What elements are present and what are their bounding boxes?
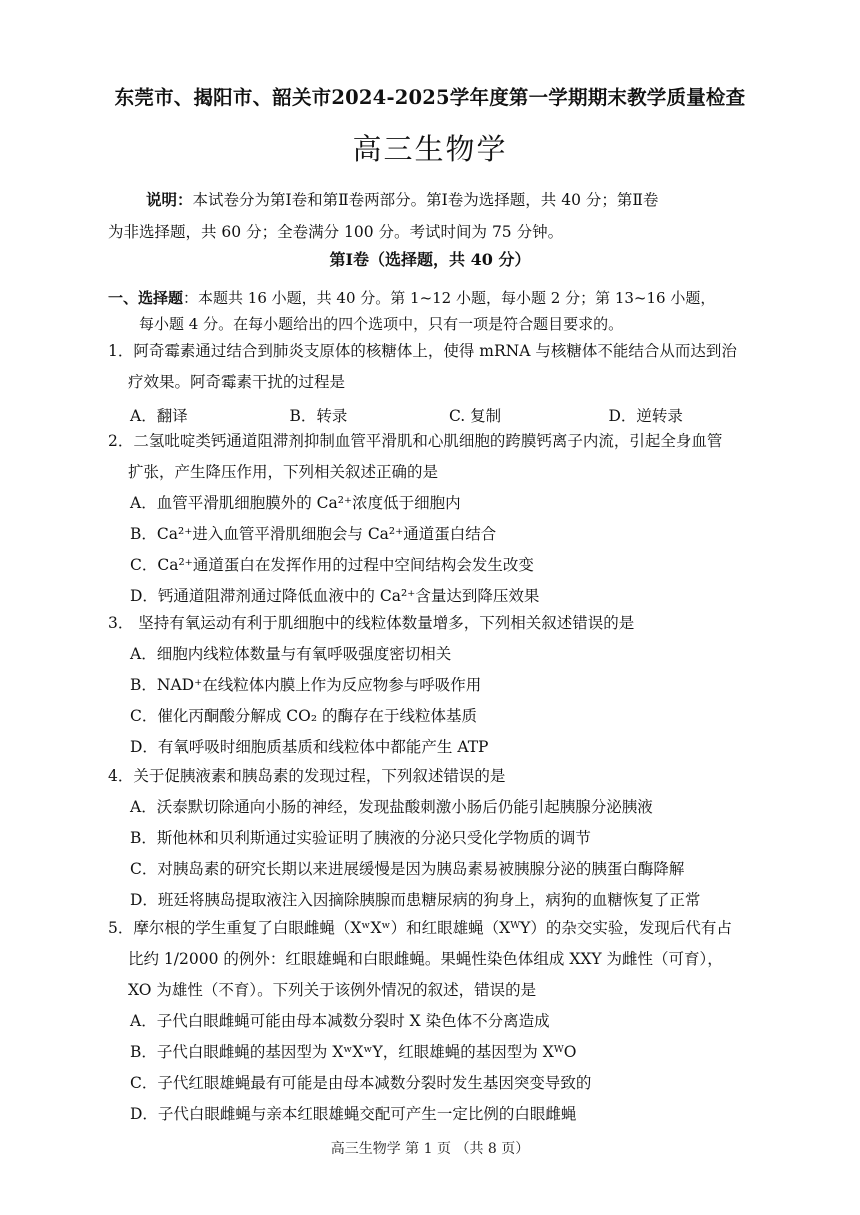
option-d: D．班廷将胰岛提取液注入因摘除胰腺而患糖尿病的狗身上，病狗的血糖恢复了正常 (130, 891, 701, 909)
option-b: B．子代白眼雌蝇的基因型为 XʷXʷY，红眼雄蝇的基因型为 XᵂO (130, 1043, 577, 1061)
option-c: C．对胰岛素的研究长期以来进展缓慢是因为胰岛素易被胰腺分泌的胰蛋白酶降解 (130, 860, 685, 878)
question-stem: 5．摩尔根的学生重复了白眼雌蝇（XʷXʷ）和红眼雄蝇（XᵂY）的杂交实验，发现后代有占 (108, 919, 732, 937)
question-stem: 1．阿奇霉素通过结合到肺炎支原体的核糖体上，使得 mRNA 与核糖体不能结合从而达到治 (108, 342, 737, 360)
option-c: C．Ca²⁺通道蛋白在发挥作用的过程中空间结构会发生改变 (130, 556, 534, 574)
section-title: 第Ⅰ卷（选择题，共 40 分） (329, 250, 531, 269)
part-heading-line-1 (108, 285, 763, 311)
question-stem-continued: 比约 1/2000 的例外：红眼雄蝇和白眼雌蝇。果蝇性染色体组成 XXY 为雌性（可育）， (128, 950, 723, 968)
option-d: D．逆转录 (608, 407, 683, 425)
option-b: B．斯他林和贝利斯通过实验证明了胰液的分泌只受化学物质的调节 (130, 829, 591, 847)
option-d: D．子代白眼雌蝇与亲本红眼雄蝇交配可产生一定比例的白眼雌蝇 (130, 1105, 577, 1123)
subject-title: 高三生物学 (352, 132, 508, 166)
option-a: A．沃泰默切除通向小肠的神经，发现盐酸刺激小肠后仍能引起胰腺分泌胰液 (130, 798, 653, 816)
question-5 (108, 913, 768, 1130)
option-a: A．细胞内线粒体数量与有氧呼吸强度密切相关 (130, 645, 452, 663)
question-stem-continued: XO 为雄性（不育）。下列关于该例外情况的叙述，错误的是 (128, 981, 537, 999)
question-3 (108, 608, 768, 763)
option-a: A．子代白眼雌蝇可能由母本减数分裂时 X 染色体不分离造成 (130, 1012, 550, 1030)
instructions (108, 184, 763, 248)
question-1 (108, 336, 768, 432)
question-2 (108, 426, 768, 612)
exam-title: 东莞市、揭阳市、韶关市2024-2025学年度第一学期期末教学质量检查 (114, 86, 746, 109)
page-footer: 高三生物学 第 1 页 （共 8 页） (330, 1141, 530, 1157)
part-text-1: ：本题共 16 小题，共 40 分。第 1~12 小题，每小题 2 分；第 13~16 小题， (183, 289, 716, 307)
question-stem-continued: 扩张，产生降压作用，下列相关叙述正确的是 (128, 463, 439, 481)
option-b: B．Ca²⁺进入血管平滑肌细胞会与 Ca²⁺通道蛋白结合 (130, 525, 497, 543)
option-c: C. 复制 (449, 407, 502, 425)
question-stem: 3． 坚持有氧运动有利于肌细胞中的线粒体数量增多，下列相关叙述错误的是 (108, 614, 635, 632)
part-label: 一、选择题 (108, 289, 184, 307)
option-a: A．血管平滑肌细胞膜外的 Ca²⁺浓度低于细胞内 (130, 494, 461, 512)
option-d: D．钙通道阻滞剂通过降低血液中的 Ca²⁺含量达到降压效果 (130, 587, 540, 605)
option-d: D．有氧呼吸时细胞质基质和线粒体中都能产生 ATP (130, 738, 489, 756)
question-4 (108, 761, 768, 916)
instructions-line-2: 为非选择题，共 60 分；全卷满分 100 分。考试时间为 75 分钟。 (108, 223, 564, 241)
option-c: C．子代红眼雄蝇最有可能是由母本减数分裂时发生基因突变导致的 (130, 1074, 592, 1092)
option-b: B．转录 (289, 407, 348, 425)
option-c: C．催化丙酮酸分解成 CO₂ 的酶存在于线粒体基质 (130, 707, 477, 725)
instructions-label: 说明： (146, 190, 193, 209)
instructions-line-1 (108, 184, 763, 216)
question-stem: 4．关于促胰液素和胰岛素的发现过程，下列叙述错误的是 (108, 767, 506, 785)
question-stem: 2．二氢吡啶类钙通道阻滞剂抑制血管平滑肌和心肌细胞的跨膜钙离子内流，引起全身血管 (108, 432, 723, 450)
part-heading (108, 285, 763, 337)
option-b: B．NAD⁺在线粒体内膜上作为反应物参与呼吸作用 (130, 676, 482, 694)
instructions-text-1: 本试卷分为第Ⅰ卷和第Ⅱ卷两部分。第Ⅰ卷为选择题，共 40 分；第Ⅱ卷 (192, 191, 659, 209)
question-stem-continued: 疗效果。阿奇霉素干扰的过程是 (128, 373, 346, 391)
option-a: A．翻译 (130, 407, 188, 425)
part-heading-line-2: 每小题 4 分。在每小题给出的四个选项中，只有一项是符合题目要求的。 (139, 315, 624, 333)
